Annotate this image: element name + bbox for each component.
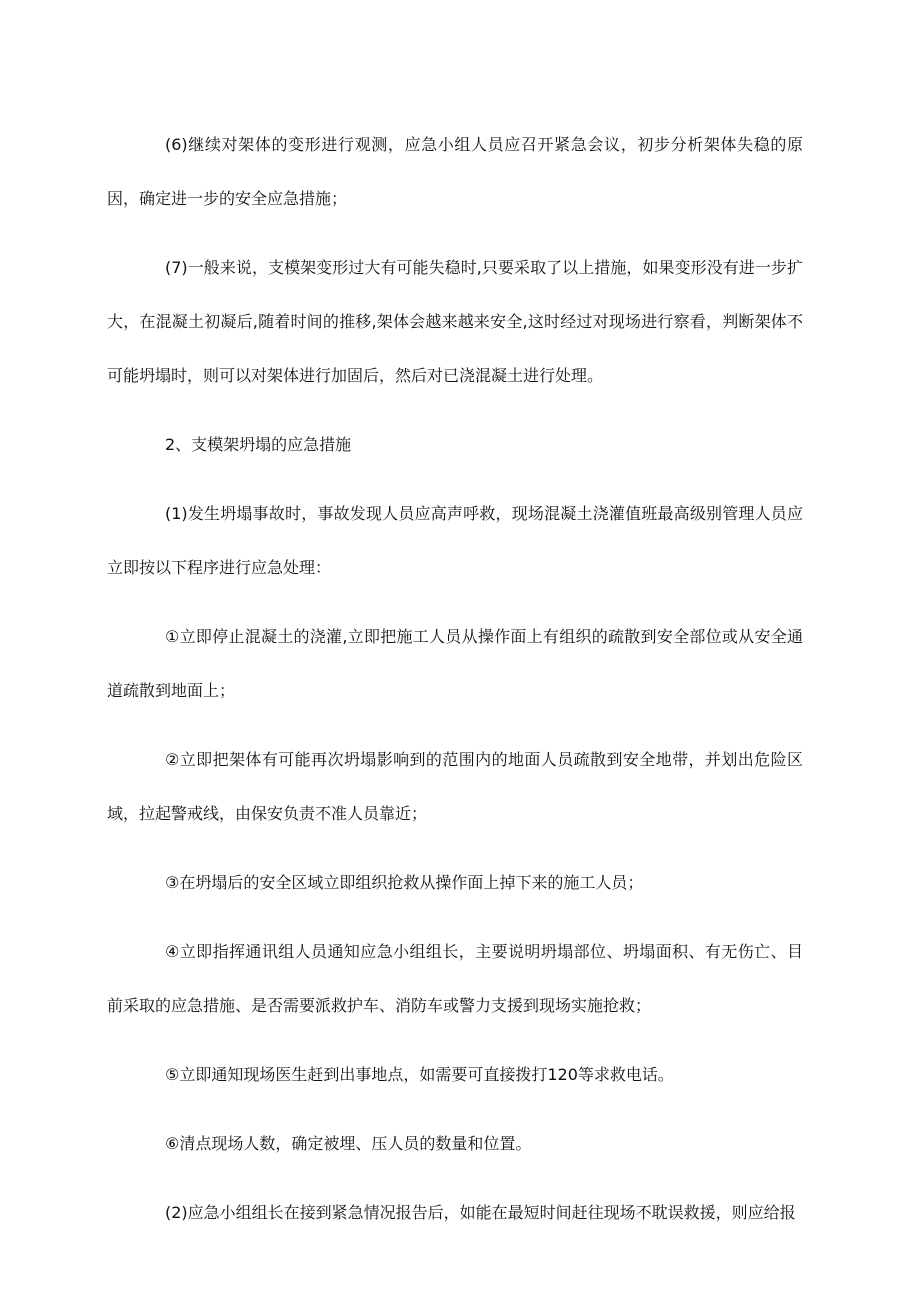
- list-item-rescue-workers: ③在坍塌后的安全区域立即组织抢救从操作面上掉下来的施工人员；: [165, 873, 644, 892]
- list-item-notify-doctor: ⑤立即通知现场医生赶到出事地点，如需要可直接拨打120等求救电话。: [165, 1065, 674, 1084]
- paragraph-item-6-monitor-deformation: (6)继续对架体的变形进行观测，应急小组人员应召开紧急会议，初步分析架体失稳的原因，确定进一步的安全应急措施；: [107, 135, 803, 208]
- paragraph-item-1-collapse-alarm: (1)发生坍塌事故时，事故发现人员应高声呼救，现场混凝土浇灌值班最高级别管理人员应立即按以下程序进行应急处理：: [107, 504, 803, 577]
- paragraph-item-2-leader-response: (2)应急小组组长在接到紧急情况报告后，如能在最短时间赶往现场不耽误救援，则应给报: [165, 1203, 796, 1222]
- list-item-evacuate-ground: ②立即把架体有可能再次坍塌影响到的范围内的地面人员疏散到安全地带，并划出危险区域，拉起警戒线，由保安负责不准人员靠近；: [107, 750, 803, 823]
- document-body: [107, 118, 803, 1240]
- list-item-notify-leader: ④立即指挥通讯组人员通知应急小组组长，主要说明坍塌部位、坍塌面积、有无伤亡、目前采取的应急措施、是否需要派救护车、消防车或警力支援到现场实施抢救；: [107, 942, 803, 1015]
- section-heading-collapse-measures: 2、支模架坍塌的应急措施: [165, 435, 352, 454]
- list-item-headcount: ⑥清点现场人数，确定被埋、压人员的数量和位置。: [165, 1134, 532, 1153]
- list-item-stop-pouring: ①立即停止混凝土的浇灌,立即把施工人员从操作面上有组织的疏散到安全部位或从安全通道疏散到地面上；: [107, 627, 803, 700]
- paragraph-item-7-reinforce-frame: (7)一般来说，支模架变形过大有可能失稳时,只要采取了以上措施，如果变形没有进一步扩大，在混凝土初凝后,随着时间的推移,架体会越来越来安全,这时经过对现场进行察看，判断架体不可能坍塌时，则可以对架体进行加固后，然后对已浇混凝土进行处理。: [107, 258, 803, 385]
